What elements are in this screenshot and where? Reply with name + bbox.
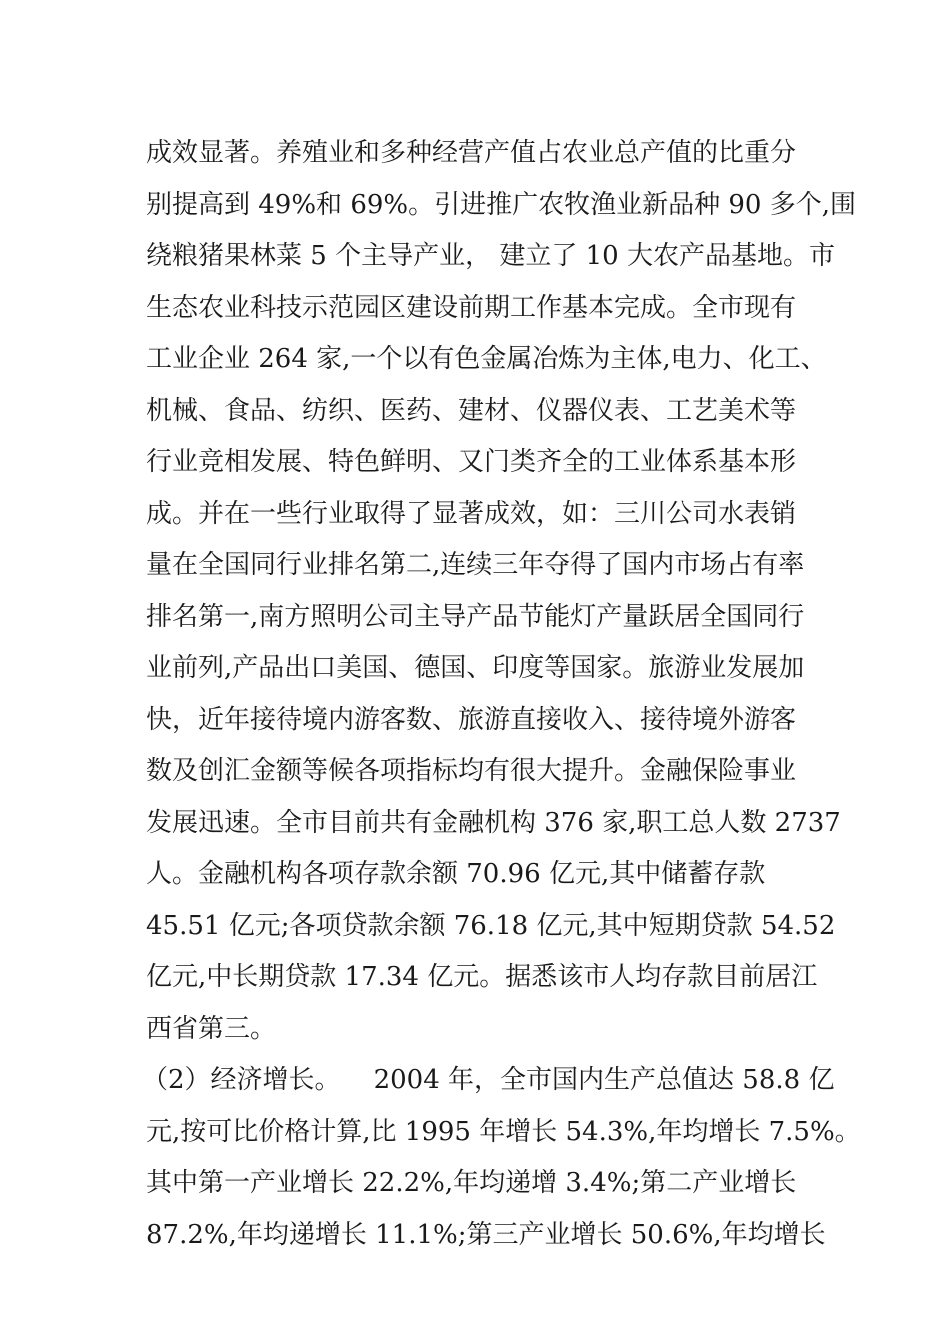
text-line-14: 发展迅速。全市目前共有金融机构 376 家,职工总人数 2737 [146,807,841,838]
text-line-4: 生态农业科技示范园区建设前期工作基本完成。全市现有 [146,292,797,323]
text-line-5: 工业企业 264 家,一个以有色金属冶炼为主体,电力、化工、 [146,344,827,374]
text-line-11: 业前列,产品出口美国、德国、印度等国家。旅游业发展加 [146,653,805,683]
text-line-2: 别提高到 49%和 69%。引进推广农牧渔业新品种 90 多个,围 [146,189,856,220]
text-line-22: 87.2%,年均递增长 11.1%;第三产业增长 50.6%,年均增长 [146,1219,826,1250]
text-line-3: 绕粮猪果林菜 5 个主导产业， 建立了 10 大农产品基地。市 [146,241,835,271]
text-line-12: 快，近年接待境内游客数、旅游直接收入、接待境外游客 [146,704,797,735]
section-heading-line: （2）经济增长。 2004 年，全市国内生产总值达 58.8 亿 [142,1065,835,1095]
text-line-20: 元,按可比价格计算,比 1995 年增长 54.3%,年均增长 7.5%。 [146,1116,861,1147]
text-line-9: 量在全国同行业排名第二,连续三年夺得了国内市场占有率 [146,550,805,580]
text-line-6: 机械、食品、纺织、医药、建材、仪器仪表、工艺美术等 [146,395,797,426]
text-line-10: 排名第一,南方照明公司主导产品节能灯产量跃居全国同行 [146,601,805,632]
text-line-15: 人。金融机构各项存款余额 70.96 亿元,其中储蓄存款 [146,859,766,889]
text-line-13: 数及创汇金额等候各项指标均有很大提升。金融保险事业 [146,756,797,786]
text-line-16: 45.51 亿元;各项贷款余额 76.18 亿元,其中短期贷款 54.52 [146,910,836,941]
body-text [142,128,861,1261]
text-line-21: 其中第一产业增长 22.2%,年均递增 3.4%;第二产业增长 [146,1168,797,1198]
text-line-8: 成。并在一些行业取得了显著成效，如：三川公司水表销 [146,498,797,529]
text-line-7: 行业竞相发展、特色鲜明、又门类齐全的工业体系基本形 [146,447,797,477]
text-line-18: 西省第三。 [146,1013,277,1044]
text-line-1: 成效显著。养殖业和多种经营产值占农业总产值的比重分 [146,138,797,168]
text-line-17: 亿元,中长期贷款 17.34 亿元。据悉该市人均存款目前居江 [146,962,818,992]
